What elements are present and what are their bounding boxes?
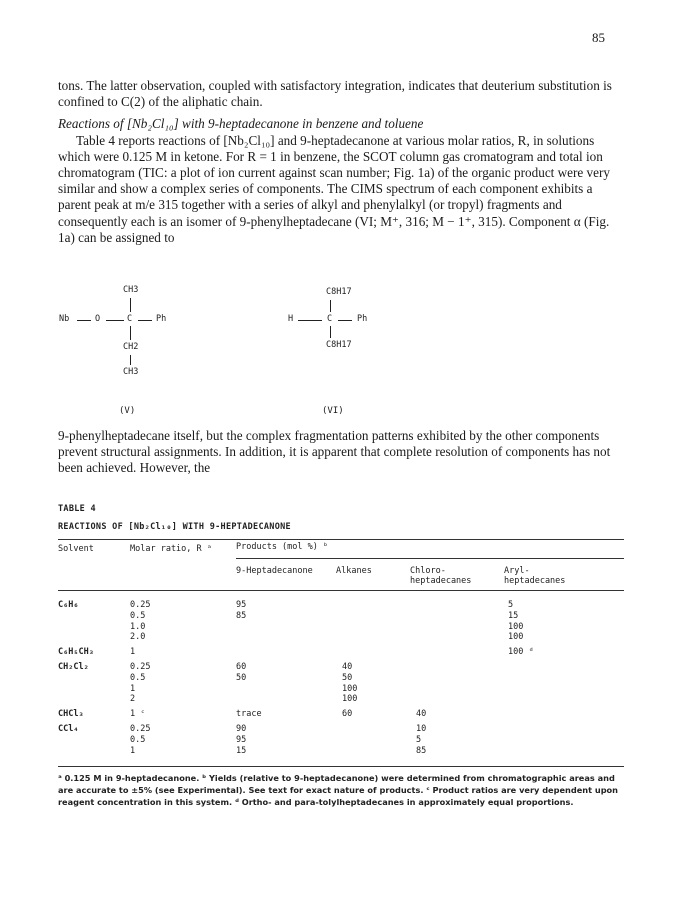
- header-solvent: Solvent: [58, 544, 94, 554]
- table-cell-chl: 5: [416, 734, 422, 745]
- table-cell-ratio: 0.25: [130, 724, 151, 734]
- structure-v-top: CH3: [123, 285, 139, 295]
- structure-v-label: (V): [119, 406, 136, 416]
- table-cell-ratio: 0.5: [130, 672, 146, 683]
- header-ratio: Molar ratio, R ᵃ: [130, 544, 212, 554]
- header-aryl: Aryl- heptadecanes: [504, 566, 566, 586]
- structure-v-c: C: [127, 314, 133, 324]
- table-cell-ratio: 1 ᶜ: [130, 709, 146, 720]
- structure-vi-top: C8H17: [326, 287, 352, 297]
- table-cell-ary: 100: [508, 621, 524, 632]
- page-number: 85: [592, 30, 605, 45]
- table-cell-hep: 60: [236, 662, 247, 672]
- header-chloro: Chloro- heptadecanes: [410, 566, 472, 586]
- table-cell-solvent: CCl₄: [58, 724, 79, 734]
- table-cell-hep: 95: [236, 600, 247, 610]
- table-cell-hep: trace: [236, 709, 262, 720]
- structure-vi-c: C: [327, 314, 333, 324]
- structure-v-bottom: CH3: [123, 367, 139, 377]
- table-cell-solvent: C₆H₆: [58, 600, 79, 610]
- table-4: [58, 504, 624, 756]
- table-cell-solvent: CHCl₃: [58, 709, 84, 720]
- table-cell-alk: 60: [342, 709, 353, 720]
- table-cell-ratio: 0.25: [130, 600, 151, 610]
- paragraph-1: tons. The latter observation, coupled with satisfactory integration, indicates that deuterium substitution is confined to C(2) of the aliphatic chain.: [58, 78, 612, 110]
- table-cell-ratio: 0.5: [130, 734, 146, 745]
- text-block-bottom: [58, 428, 624, 477]
- table-cell-ratio: 0.25: [130, 662, 151, 672]
- table-cell-ratio: 2: [130, 694, 136, 705]
- paragraph-3: 9-phenylheptadecane itself, but the complex fragmentation patterns exhibited by the other components prevent structural assignments. In addition, it is apparent that complete resolution of components has not been achieved. However, the: [58, 428, 611, 476]
- structure-v-nb: Nb: [59, 314, 70, 324]
- table-cell-alk: 50: [342, 672, 353, 683]
- table-cell-ary: 100: [508, 632, 524, 643]
- table-cell-ary: 5: [508, 600, 514, 610]
- section-heading: Reactions of [Nb₂Cl₁₀] with 9-heptadecanone in benzene and toluene: [58, 116, 424, 132]
- table-cell-ary: 15: [508, 610, 519, 621]
- table-caption: REACTIONS OF [Nb₂Cl₁₀] WITH 9-HEPTADECANONE: [58, 522, 291, 532]
- structure-vi-label: (VI): [322, 406, 344, 416]
- table-cell-alk: 40: [342, 662, 353, 672]
- header-alkanes: Alkanes: [336, 566, 372, 576]
- table-cell-ary: 100 ᵈ: [508, 647, 534, 658]
- table-cell-hep: 95: [236, 734, 247, 745]
- table-number: TABLE 4: [58, 504, 96, 514]
- structure-v-mid: CH2: [123, 342, 139, 352]
- table-cell-ratio: 1: [130, 647, 136, 658]
- table-cell-hep: 15: [236, 745, 247, 756]
- table-cell-chl: 40: [416, 709, 427, 720]
- header-heptadecanone: 9-Heptadecanone: [236, 566, 313, 576]
- table-cell-ratio: 2.0: [130, 632, 146, 643]
- table-cell-alk: 100: [342, 694, 358, 705]
- structure-vi-bottom: C8H17: [326, 340, 352, 350]
- structure-vi-ph: Ph: [357, 314, 368, 324]
- table-cell-solvent: CH₂Cl₂: [58, 662, 89, 672]
- table-cell-chl: 85: [416, 745, 427, 756]
- table-cell-solvent: C₆H₅CH₃: [58, 647, 94, 658]
- table-cell-ratio: 1.0: [130, 621, 146, 632]
- structure-v-ph: Ph: [156, 314, 167, 324]
- table-footnote: ᵃ 0.125 M in 9-heptadecanone. ᵇ Yields (relative to 9-heptadecanone) were determined from chromatographic areas and are accurate to ±5% (see Experimental). See text for exact nature of products. ᶜ Product ratios are very dependent upon reagent concentration in this system. ᵈ Ortho- and para-tolylheptadecanes in approximately equal proportions.: [58, 773, 619, 807]
- structure-v-o: O: [95, 314, 101, 324]
- table-cell-ratio: 1: [130, 683, 136, 694]
- paragraph-2: Table 4 reports reactions of [Nb₂Cl₁₀] and 9-heptadecanone at various molar ratios, R, in solutions which were 0.125 M in ketone. For R = 1 in benzene, the SCOT column gas cromatogram and total ion chromatogram (TIC: a plot of ion current against scan number; Fig. 1a) of the organic product were very similar and show a complex series of components. The CIMS spectrum of each component exhibits a parent peak at m/e 315 together with a series of alkyl and phenylalkyl (or tropyl) fragments and consequently each is an isomer of 9-phenylheptadecane (VI; M⁺, 316; M − 1⁺, 315). Component α (Fig. 1a) can be assigned to: [58, 132, 610, 245]
- structure-vi-h: H: [288, 314, 294, 324]
- table-cell-chl: 10: [416, 724, 427, 734]
- table-cell-ratio: 0.5: [130, 610, 146, 621]
- table-cell-ratio: 1: [130, 745, 136, 756]
- table-cell-alk: 100: [342, 683, 358, 694]
- table-cell-hep: 50: [236, 672, 247, 683]
- table-cell-hep: 85: [236, 610, 247, 621]
- header-products: Products (mol %) ᵇ: [236, 542, 329, 552]
- table-cell-hep: 90: [236, 724, 247, 734]
